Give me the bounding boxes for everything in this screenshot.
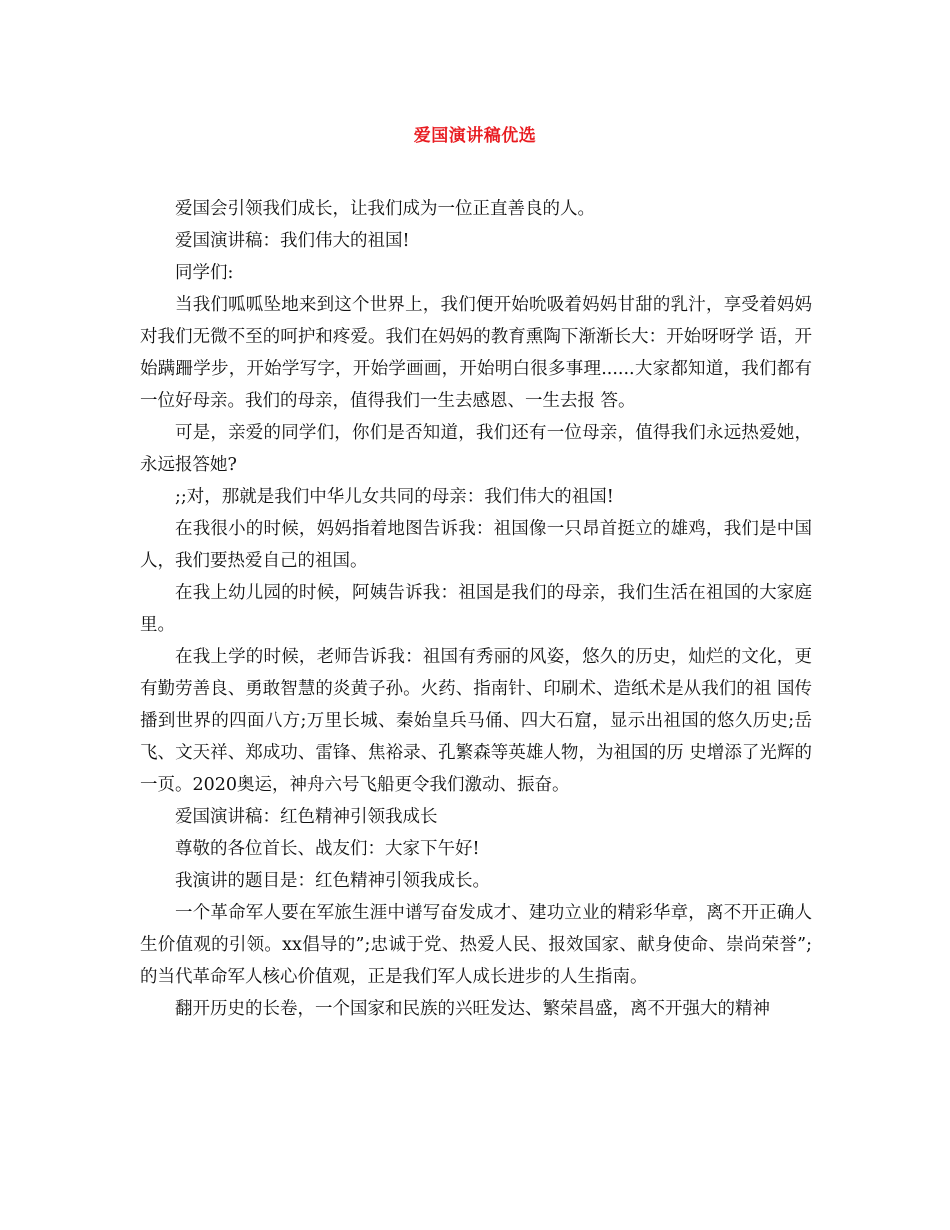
paragraph: 爱国演讲稿：我们伟大的祖国! [175, 231, 410, 251]
document-body [140, 193, 812, 1025]
paragraph: 同学们: [175, 263, 234, 283]
paragraph: 在我上幼儿园的时候，阿姨告诉我：祖国是我们的母亲，我们生活在祖国的大家庭里。 [140, 583, 812, 635]
paragraph: 在我上学的时候，老师告诉我：祖国有秀丽的风姿，悠久的历史，灿烂的文化，更有勤劳善良、勇敢智慧的炎黄子孙。火药、指南针、印刷术、造纸术是从我们的祖 国传播到世界的四面八方;万里长城、秦始皇兵马俑、四大石窟，显示出祖国的悠久历史;岳飞、文天祥、郑成功、雷锋、焦裕录、孔繁森等英雄人物，为祖国的历 史增添了光辉的一页。2020奥运，神舟六号飞船更令我们激动、振奋。 [140, 647, 812, 795]
paragraph: ;;对，那就是我们中华儿女共同的母亲：我们伟大的祖国! [175, 487, 614, 507]
paragraph: 尊敬的各位首长、战友们：大家下午好! [175, 839, 480, 859]
paragraph: 当我们呱呱坠地来到这个世界上，我们便开始吮吸着妈妈甘甜的乳汁，享受着妈妈对我们无微不至的呵护和疼爱。我们在妈妈的教育熏陶下渐渐长大：开始呀呀学 语，开始蹒跚学步，开始学写字，开始学画画，开始明白很多事理......大家都知道，我们都有一位好母亲。我们的母亲，值得我们一生去感恩、一生去报 答。 [140, 295, 812, 411]
paragraph: 爱国会引领我们成长，让我们成为一位正直善良的人。 [175, 199, 595, 219]
paragraph: 可是，亲爱的同学们，你们是否知道，我们还有一位母亲，值得我们永远热爱她，永远报答她? [140, 423, 812, 475]
paragraph: 我演讲的题目是：红色精神引领我成长。 [175, 871, 490, 891]
paragraph: 翻开历史的长卷，一个国家和民族的兴旺发达、繁荣昌盛，离不开强大的精神 [175, 999, 770, 1019]
paragraph: 爱国演讲稿：红色精神引领我成长 [175, 807, 438, 827]
paragraph: 在我很小的时候，妈妈指着地图告诉我：祖国像一只昂首挺立的雄鸡，我们是中国人，我们要热爱自己的祖国。 [140, 519, 812, 571]
page-title: 爱国演讲稿优选 [413, 126, 537, 146]
paragraph: 一个革命军人要在军旅生涯中谱写奋发成才、建功立业的精彩华章，离不开正确人生价值观的引领。xx倡导的”;忠诚于党、热爱人民、报效国家、献身使命、崇尚荣誉”;的当代革命军人核心价值观，正是我们军人成长进步的人生指南。 [140, 903, 812, 987]
